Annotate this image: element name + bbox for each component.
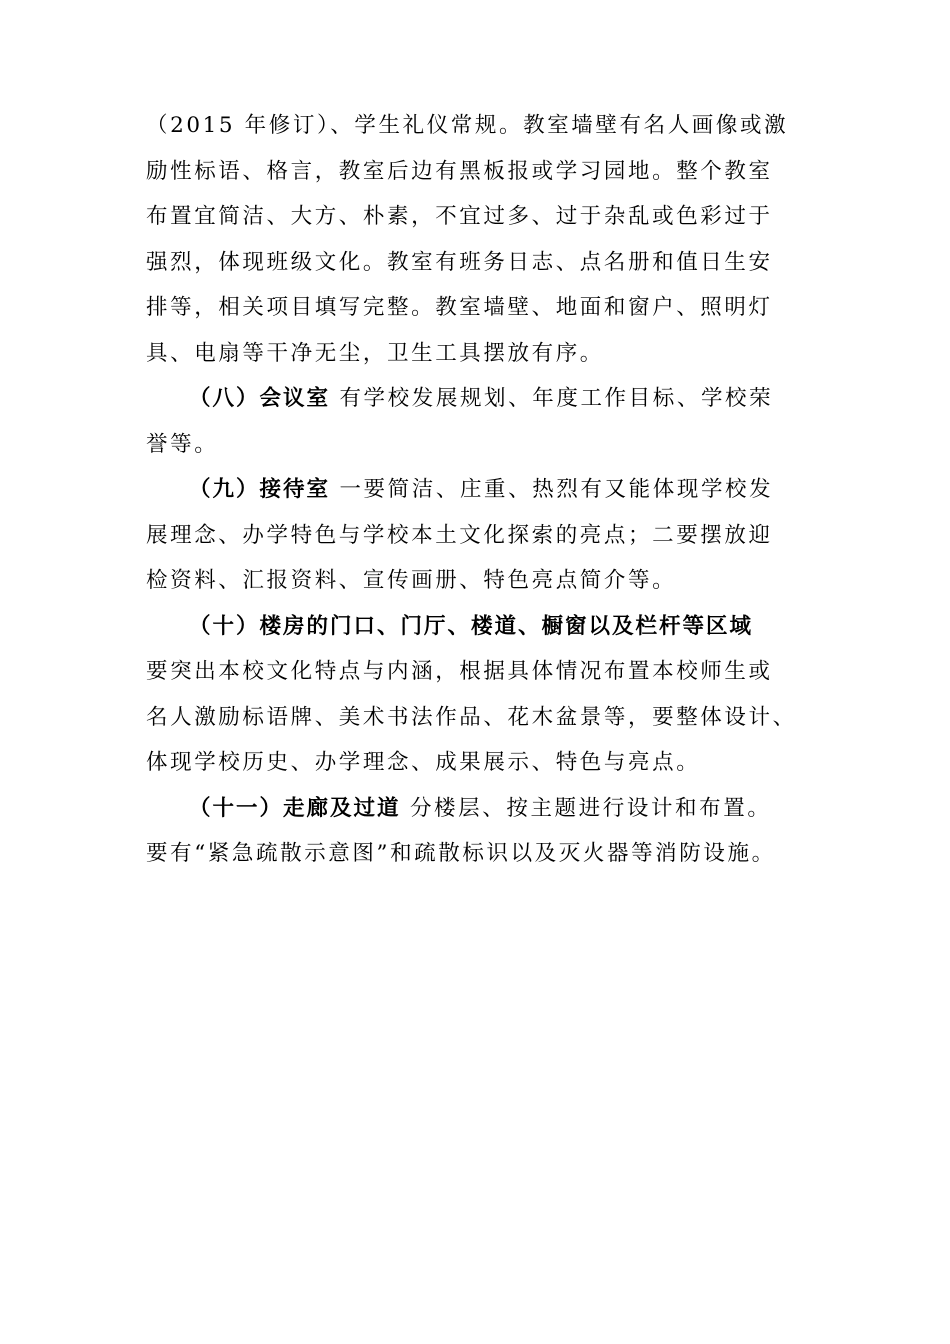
text-line: 誉等。	[146, 431, 219, 457]
text-line: 布置宜简洁、大方、朴素，不宜过多、过于杂乱或色彩过于	[146, 204, 773, 229]
paragraph-building-entrance	[146, 604, 812, 786]
paragraph-classroom-continued	[146, 103, 812, 376]
section-heading-reception-room: （九）接待室	[189, 477, 331, 502]
section-heading-building-entrance: （十）楼房的门口、门厅、楼道、橱窗以及栏杆等区域	[189, 613, 754, 639]
paragraph-meeting-room	[146, 376, 812, 467]
text-line: 体现学校历史、办学理念、成果展示、特色与亮点。	[146, 750, 701, 775]
text-line: 展理念、办学特色与学校本土文化探索的亮点；二要摆放迎	[146, 522, 773, 548]
text-line	[146, 376, 812, 422]
text-line: 强烈，体现班级文化。教室有班务日志、点名册和值日生安	[146, 249, 773, 275]
text-line	[146, 467, 812, 513]
text-line: 励性标语、格言，教室后边有黑板报或学习园地。整个教室	[146, 158, 773, 184]
document-body	[146, 103, 812, 877]
text-line: 要突出本校文化特点与内涵，根据具体情况布置本校师生或	[146, 659, 773, 684]
text-line	[146, 786, 812, 832]
section-text: 分楼层、按主题进行设计和布置。	[400, 795, 772, 821]
text-line: 检资料、汇报资料、宣传画册、特色亮点简介等。	[146, 568, 677, 593]
text-line: 具、电扇等干净无尘，卫生工具摆放有序。	[146, 340, 604, 366]
text-line	[146, 604, 812, 650]
paragraph-reception-room	[146, 467, 812, 604]
section-heading-meeting-room: （八）会议室	[189, 386, 331, 411]
text-line: （2015 年修订）、学生礼仪常规。教室墙壁有名人画像或激	[146, 113, 789, 138]
text-line: 排等，相关项目填写完整。教室墙壁、地面和窗户、照明灯	[146, 295, 773, 320]
section-text: 有学校发展规划、年度工作目标、学校荣	[330, 386, 774, 411]
section-heading-corridor: （十一）走廊及过道	[189, 795, 401, 821]
section-text: 一要简洁、庄重、热烈有又能体现学校发	[330, 477, 774, 502]
text-line: 要有“紧急疏散示意图”和疏散标识以及灭火器等消防设施。	[146, 841, 776, 866]
paragraph-corridor	[146, 786, 812, 877]
text-line: 名人激励标语牌、美术书法作品、花木盆景等，要整体设计、	[146, 704, 797, 730]
